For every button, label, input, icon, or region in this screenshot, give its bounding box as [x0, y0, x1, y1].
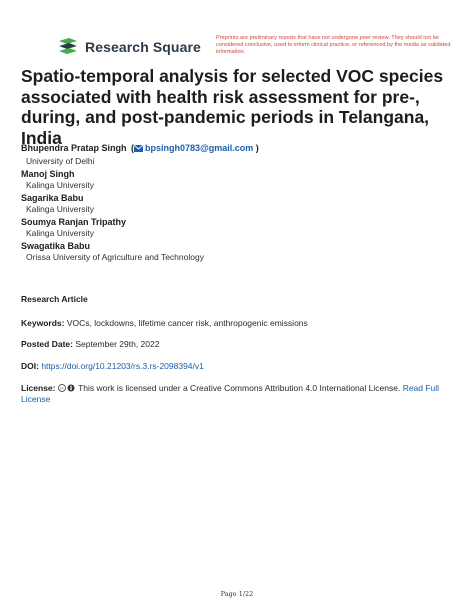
- posted-date-label: Posted Date:: [21, 339, 73, 349]
- read-full-license-link[interactable]: Read Full License: [21, 383, 440, 404]
- preprint-disclaimer: Preprints are preliminary reports that have not undergone peer review. They should not be considered conclusive, used to inform clinical practice, or referenced by the media as validated information.: [216, 35, 451, 55]
- logo-text: Research Square: [85, 39, 201, 55]
- author-affiliation: Orissa University of Agriculture and Technology: [26, 252, 204, 262]
- license: [21, 383, 461, 405]
- author-entry: [21, 169, 461, 191]
- license-label: License:: [21, 383, 56, 393]
- author-entry: [21, 217, 461, 239]
- paper-title: Spatio-temporal analysis for selected VOC species associated with health risk assessment for pre-, during, and post-pandemic periods in Telangana, India: [21, 66, 444, 148]
- author-entry: Bhupendra Pratap Singh ( bpsingh0783@gmail.com ) University of Delhi: [21, 138, 461, 167]
- article-type: Research Article: [21, 294, 88, 304]
- author-email-link[interactable]: bpsingh0783@gmail.com: [134, 143, 253, 153]
- posted-date: [21, 339, 461, 350]
- author-affiliation: Kalinga University: [26, 180, 95, 190]
- research-square-logo-icon: [57, 38, 79, 56]
- author-affiliation: Kalinga University: [26, 228, 95, 238]
- author-name: Sagarika Babu: [21, 193, 84, 203]
- research-square-logo[interactable]: [57, 38, 201, 56]
- page-number: Page 1/22: [220, 590, 254, 598]
- keywords-value: VOCs, lockdowns, lifetime cancer risk, anthropogenic emissions: [66, 318, 308, 328]
- author-entry: [21, 193, 461, 215]
- author-affiliation: Kalinga University: [26, 204, 95, 214]
- attribution-icon: [67, 384, 75, 392]
- doi-label: DOI:: [21, 361, 39, 371]
- keywords-label: Keywords:: [21, 318, 65, 328]
- author-list: [21, 138, 461, 265]
- author-entry: [21, 241, 461, 263]
- cc-icon: [58, 384, 66, 392]
- author-name: Manoj Singh: [21, 169, 75, 179]
- license-text: This work is licensed under a Creative Commons Attribution 4.0 International License.: [78, 383, 401, 393]
- doi-link[interactable]: https://doi.org/10.21203/rs.3.rs-2098394/v1: [41, 361, 204, 371]
- svg-text:cc: cc: [59, 386, 64, 391]
- envelope-icon: [134, 145, 143, 152]
- author-name: Soumya Ranjan Tripathy: [21, 217, 127, 227]
- keywords: [21, 318, 461, 329]
- posted-date-value: September 29th, 2022: [75, 339, 160, 349]
- doi: [21, 361, 461, 372]
- author-name: Swagatika Babu: [21, 241, 91, 251]
- header: [0, 0, 474, 64]
- author-affiliation: University of Delhi: [26, 156, 95, 166]
- author-name: Bhupendra Pratap Singh: [21, 143, 127, 153]
